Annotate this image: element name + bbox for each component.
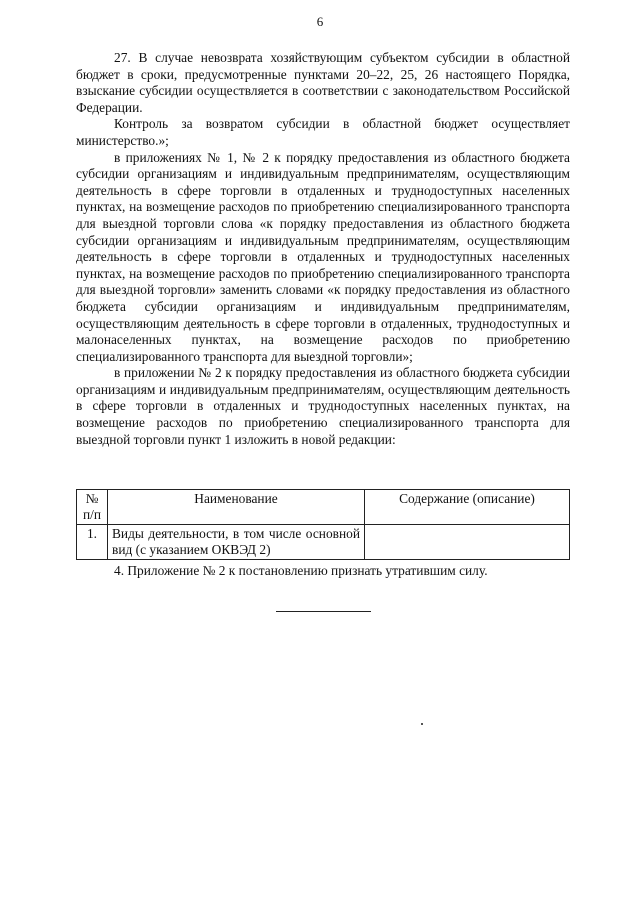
paragraph-4: 4. Приложение № 2 к постановлению признать утратившим силу. [114,563,488,578]
scan-speck [421,723,423,725]
document-body [76,50,570,448]
row-name-cell: Виды деятельности, в том числе основной вид (с указанием ОКВЭД 2) [108,525,365,560]
appendix-table [76,489,570,560]
row-content-cell [365,525,570,560]
row-number-cell: 1. [77,525,108,560]
table-header-row [77,490,570,525]
table-row [77,525,570,560]
header-number: № п/п [77,490,108,525]
end-divider [276,611,371,612]
header-name: Наименование [108,490,365,525]
paragraph-control: Контроль за возвратом субсидии в областной бюджет осуществляет министерство.»; [76,116,570,148]
header-content: Содержание (описание) [365,490,570,525]
paragraph-appendices-1-2: в приложениях № 1, № 2 к порядку предоставления из областного бюджета субсидии организациям и индивидуальным предпринимателям, осуществляющим деятельность в сфере торговли в отдаленных и труднодоступных населенных пунктах, на возмещение расходов по приобретению специализированного транспорта для выездной торговли слова «к порядку предоставления из областного бюджета субсидии организациям и индивидуальным предпринимателям, осуществляющим деятельность в сфере торговли в отдаленных и труднодоступных населенных пунктах, на возмещение расходов по приобретению специализированного транспорта для выездной торговли» заменить словами «к порядку предоставления из областного бюджета субсидии организациям и индивидуальным предпринимателям, осуществляющим деятельность в сфере торговли в отдаленных, труднодоступных и малонаселенных пунктах, на возмещение расходов по приобретению специализированного транспорта для выездной торговли»; [76,149,570,364]
paragraph-27: 27. В случае невозврата хозяйствующим субъектом субсидии в областной бюджет в сроки, предусмотренные пунктами 20–22, 25, 26 настоящего Порядка, взыскание субсидии осуществляется в соответствии с законодательством Российской Федерации. [76,50,570,115]
paragraph-appendix-2: в приложении № 2 к порядку предоставления из областного бюджета субсидии организациям и индивидуальным предпринимателям, осуществляющим деятельность в сфере торговли в отдаленных и труднодоступных населенных пунктах, на возмещение расходов по приобретению специализированного транспорта для выездной торговли пункт 1 изложить в новой редакции: [76,365,570,447]
page-number: 6 [316,14,324,29]
